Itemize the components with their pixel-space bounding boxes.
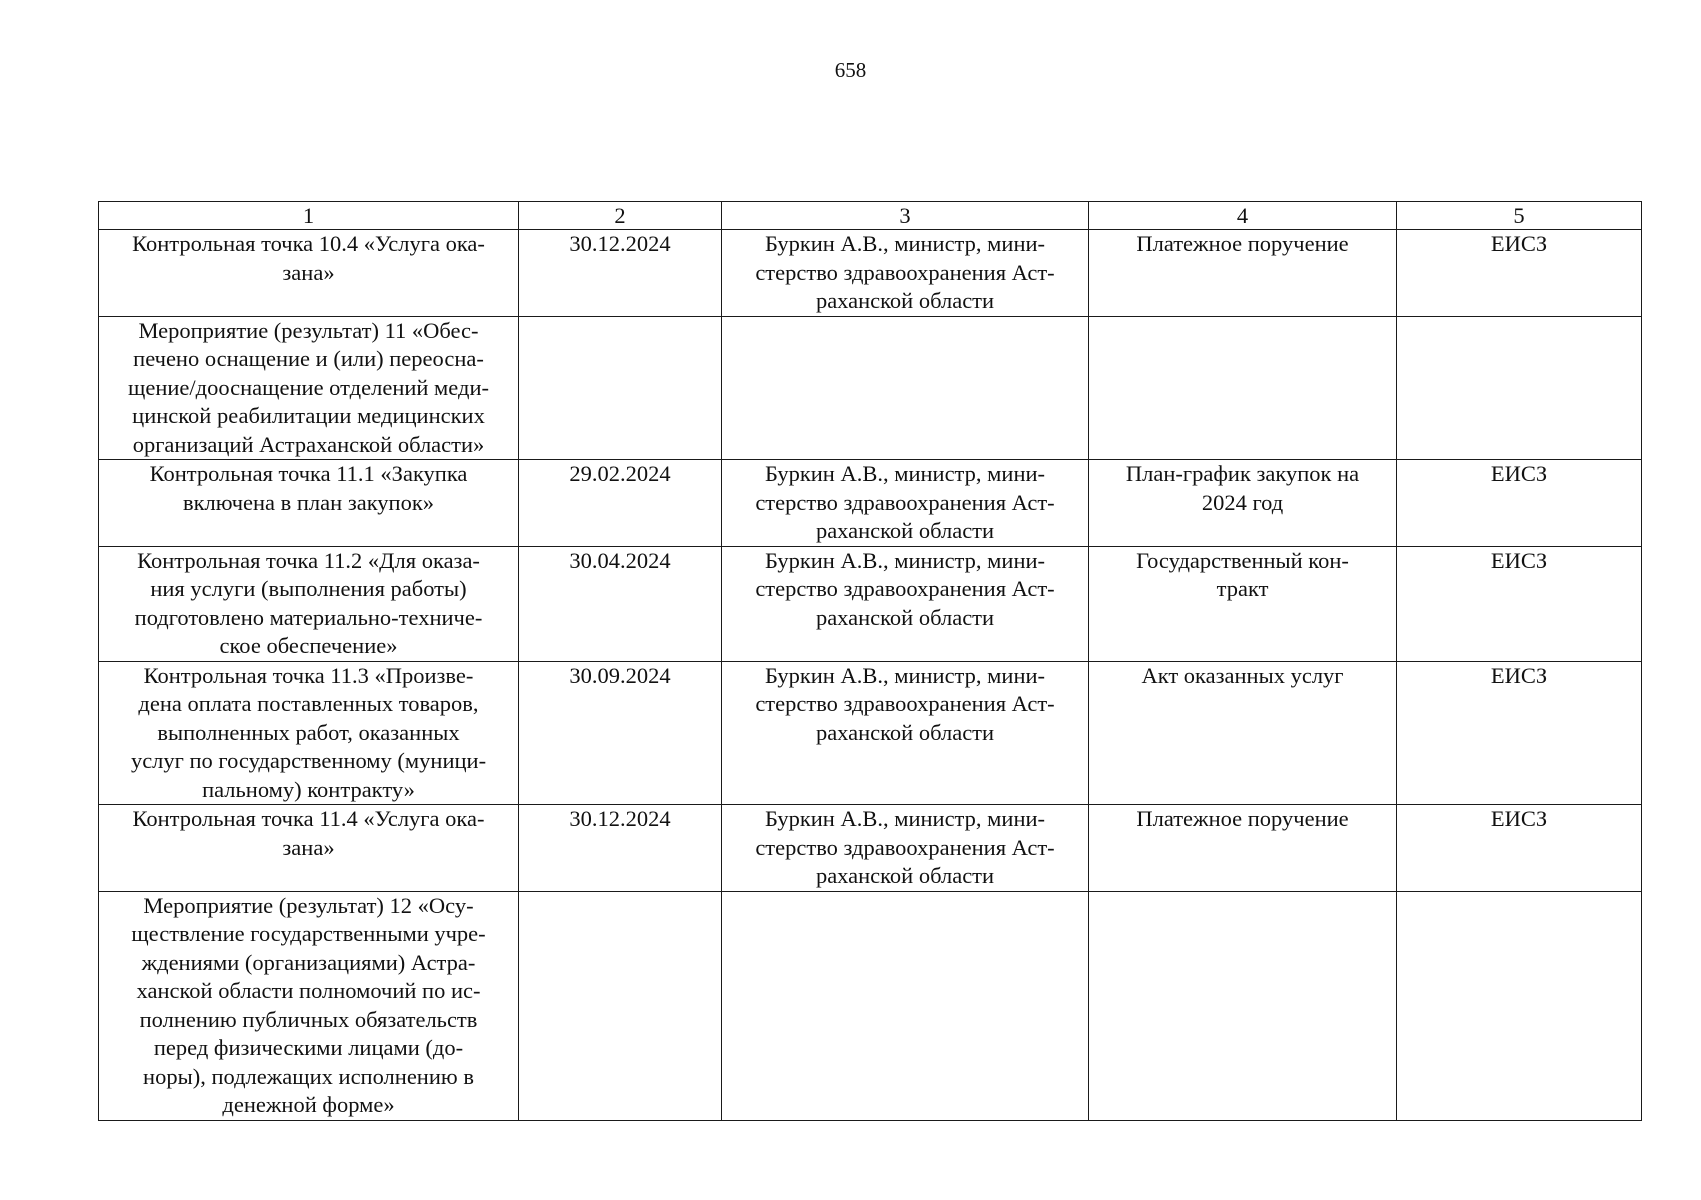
date-cell xyxy=(519,316,722,460)
system-cell: ЕИСЗ xyxy=(1397,805,1642,892)
activity-cell: Контрольная точка 11.1 «Закупка включена в план закупок» xyxy=(99,460,519,547)
responsible-cell: Буркин А.В., министр, мини- стерство здравоохранения Аст- раханской области xyxy=(722,460,1089,547)
page-number: 658 xyxy=(834,58,867,82)
responsible-cell: Буркин А.В., министр, мини- стерство здравоохранения Аст- раханской области xyxy=(722,805,1089,892)
system-cell: ЕИСЗ xyxy=(1397,460,1642,547)
activity-cell: Контрольная точка 10.4 «Услуга ока- зана» xyxy=(99,230,519,317)
date-cell: 30.09.2024 xyxy=(519,661,722,805)
activity-cell: Контрольная точка 11.2 «Для оказа- ния услуги (выполнения работы) подготовлено материально-техниче- ское обеспечение» xyxy=(99,546,519,661)
system-cell: ЕИСЗ xyxy=(1397,230,1642,317)
activity-cell: Контрольная точка 11.3 «Произве- дена оплата поставленных товаров, выполненных работ, оказанных услуг по государственному (муници- пальному) контракту» xyxy=(99,661,519,805)
document-cell xyxy=(1089,891,1397,1120)
table-row xyxy=(99,230,1642,317)
document-cell: Платежное поручение xyxy=(1089,805,1397,892)
activity-cell: Мероприятие (результат) 12 «Осу- ществление государственными учре- ждениями (организациями) Астра- ханской области полномочий по ис- полнению публичных обязательств перед физическими лицами (до- норы), подлежащих исполнению в денежной форме» xyxy=(99,891,519,1120)
table-row xyxy=(99,661,1642,805)
document-cell: План-график закупок на 2024 год xyxy=(1089,460,1397,547)
table-row xyxy=(99,546,1642,661)
responsible-cell: Буркин А.В., министр, мини- стерство здравоохранения Аст- раханской области xyxy=(722,230,1089,317)
table-row xyxy=(99,805,1642,892)
table-header-row xyxy=(99,202,1642,230)
system-cell xyxy=(1397,316,1642,460)
document-cell: Государственный кон- тракт xyxy=(1089,546,1397,661)
responsible-cell: Буркин А.В., министр, мини- стерство здравоохранения Аст- раханской области xyxy=(722,661,1089,805)
responsible-cell: Буркин А.В., министр, мини- стерство здравоохранения Аст- раханской области xyxy=(722,546,1089,661)
column-header: 4 xyxy=(1089,202,1397,230)
column-header: 3 xyxy=(722,202,1089,230)
system-cell: ЕИСЗ xyxy=(1397,546,1642,661)
document-cell: Акт оказанных услуг xyxy=(1089,661,1397,805)
date-cell: 29.02.2024 xyxy=(519,460,722,547)
date-cell: 30.12.2024 xyxy=(519,805,722,892)
responsible-cell xyxy=(722,891,1089,1120)
activity-cell: Мероприятие (результат) 11 «Обес- печено оснащение и (или) переосна- щение/дооснащение отделений меди- цинской реабилитации медицинских организаций Астраханской области» xyxy=(99,316,519,460)
date-cell: 30.04.2024 xyxy=(519,546,722,661)
date-cell: 30.12.2024 xyxy=(519,230,722,317)
column-header: 1 xyxy=(99,202,519,230)
responsible-cell xyxy=(722,316,1089,460)
table-row xyxy=(99,891,1642,1120)
control-points-table xyxy=(98,201,1642,1121)
column-header: 5 xyxy=(1397,202,1642,230)
document-cell: Платежное поручение xyxy=(1089,230,1397,317)
table-row xyxy=(99,316,1642,460)
system-cell xyxy=(1397,891,1642,1120)
date-cell xyxy=(519,891,722,1120)
column-header: 2 xyxy=(519,202,722,230)
activity-cell: Контрольная точка 11.4 «Услуга ока- зана» xyxy=(99,805,519,892)
table-row xyxy=(99,460,1642,547)
document-cell xyxy=(1089,316,1397,460)
system-cell: ЕИСЗ xyxy=(1397,661,1642,805)
